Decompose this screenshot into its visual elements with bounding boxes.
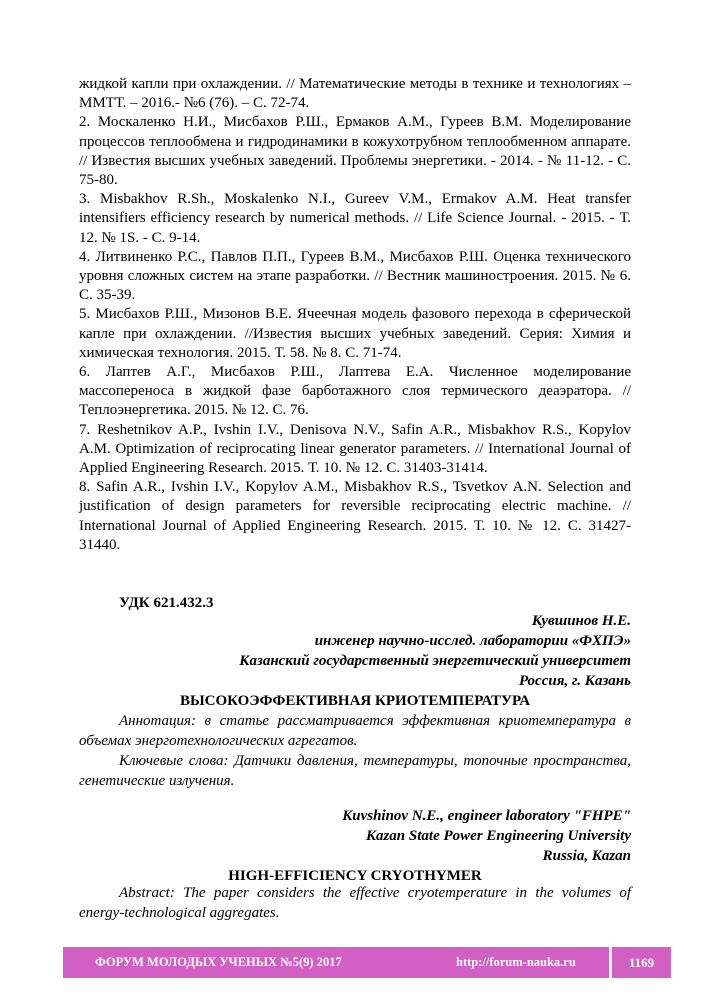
en-author-line1: Kuvshinov N.E., engineer laboratory "FHPE" [342,808,631,824]
reference-item: 8. Safin A.R., Ivshin I.V., Kopylov A.M., Misbakhov R.S., Tsvetkov A.N. Selection and justification of design parameters for reversible reciprocating electric machine. // International Journal of Applied Engineering Research. 2015. Т. 10. № 12. С. 31427-31440. [79,479,631,553]
en-abstract: Abstract: The paper considers the effective cryotemperature in the volumes of energy-technological aggregates. [79,885,631,921]
ru-author-organization: Казанский государственный энергетический университет [239,653,631,669]
reference-item: жидкой капли при охлаждении. // Математические методы в технике и технологиях – ММТТ. – 2016.- №6 (76). – С. 72-74. [79,76,631,112]
ru-article-title: ВЫСОКОЭФФЕКТИВНАЯ КРИОТЕМПЕРАТУРА [179,693,531,709]
reference-list [79,75,631,555]
ru-author-position: инженер научно-исслед. лаборатории «ФХПЭ» [314,633,631,649]
footer-bar [63,947,609,978]
footer-url[interactable]: http://forum-nauka.ru [456,955,576,969]
footer-journal: ФОРУМ МОЛОДЫХ УЧЕНЫХ №5(9) 2017 [95,955,342,969]
reference-item: 6. Лаптев А.Г., Мисбахов Р.Ш., Лаптева Е.А. Численное моделирование массопереноса в жидкой фазе барботажного слоя термического деаэратора. // Теплоэнергетика. 2015. № 12. С. 76. [79,364,631,419]
ru-keywords: Ключевые слова: Датчики давления, температуры, топочные пространства, генетические излучения. [79,753,631,789]
ru-abstract-block [79,711,631,791]
ru-author-location: Россия, г. Казань [518,673,631,689]
reference-item: 2. Москаленко Н.И., Мисбахов Р.Ш., Ермаков А.М., Гуреев В.М. Моделирование процессов теплообмена и гидродинамики в кожухотрубном теплообменном аппарате. // Известия высших учебных заведений. Проблемы энергетики. - 2014. - № 11-12. - С. 75-80. [79,114,631,189]
en-author-line3: Russia, Kazan [542,848,631,864]
reference-item: 3. Misbakhov R.Sh., Moskalenko N.I., Gureev V.M., Ermakov A.M. Heat transfer intensifiers efficiency research by numerical methods. // Life Science Journal. - 2015. - Т. 12. № 1S. - С. 9-14. [79,191,631,246]
en-article-title: HIGH-EFFICIENCY CRYOTHYMER [228,868,482,884]
reference-item: 4. Литвиненко Р.С., Павлов П.П., Гуреев В.М., Мисбахов Р.Ш. Оценка технического уровня сложных систем на этапе разработки. // Вестник машиностроения. 2015. № 6. С. 35-39. [79,248,631,304]
reference-item: 7. Reshetnikov A.P., Ivshin I.V., Denisova N.V., Safin A.R., Misbakhov R.S., Kopylov A.M. Optimization of reciprocating linear generator parameters. // International Journal of Applied Engineering Research. 2015. Т. 10. № 12. С. 31403-31414. [79,421,631,477]
ru-author-name: Кувшинов Н.Е. [531,613,631,629]
ru-annotation: Аннотация: в статье рассматривается эффективная криотемпература в объемах энерготехнологических агрегатов. [79,713,631,749]
page-number: 1169 [612,947,671,978]
ru-author-block [79,611,631,691]
en-abstract-block [79,883,631,923]
en-author-block [79,806,631,866]
en-author-line2: Kazan State Power Engineering University [365,828,631,844]
reference-item: 5. Мисбахов Р.Ш., Мизонов В.Е. Ячеечная модель фазового перехода в сферической капле при охлаждении. //Известия высших учебных заведений. Серия: Химия и химическая технология. 2015. Т. 58. № 8. С. 71-74. [79,306,631,361]
udk-code: УДК 621.432.3 [119,595,214,611]
